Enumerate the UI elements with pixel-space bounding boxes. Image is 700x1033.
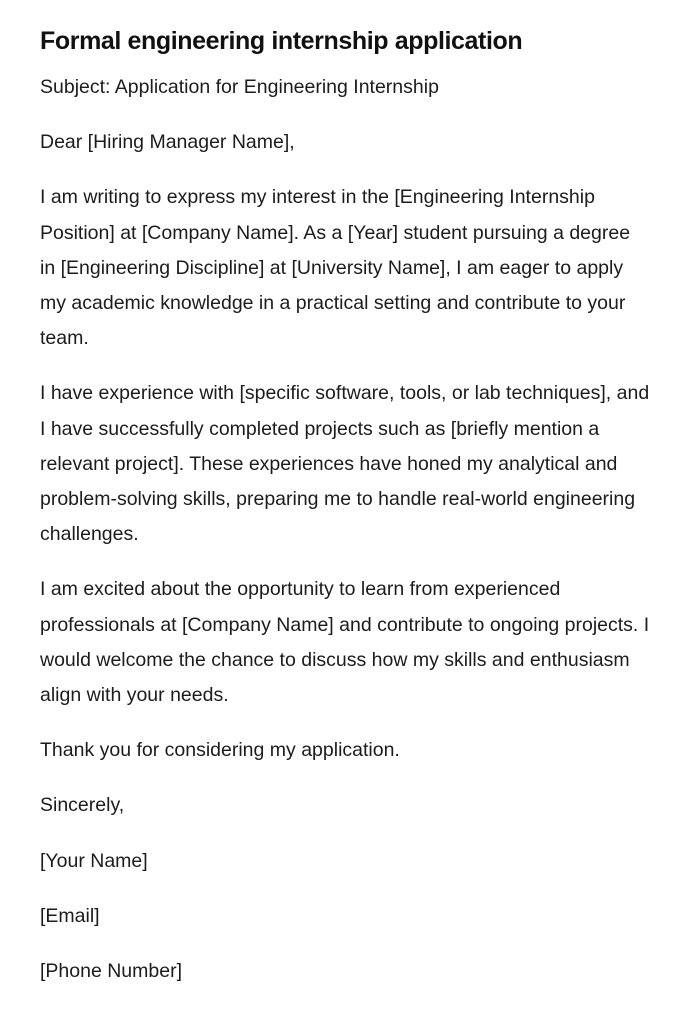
signature-email: [Email] — [40, 904, 100, 927]
salutation: Dear [Hiring Manager Name], — [40, 131, 295, 154]
signature-phone: [Phone Number] — [40, 960, 182, 983]
body-paragraph-closing: I am excited about the opportunity to learn from experienced professionals at [Company Name] and contribute to ongoing projects. I would welcome the chance to discuss how my skills and enthusiasm align with your needs. — [40, 578, 650, 707]
letter-document — [40, 24, 650, 989]
subject-line: Subject: Application for Engineering Internship — [40, 76, 439, 98]
thank-you-line: Thank you for considering my application. — [40, 739, 400, 762]
body-paragraph-intro: I am writing to express my interest in the [Engineering Internship Position] at [Company Name]. As a [Year] student pursuing a degree in [Engineering Discipline] at [University Name], I am eager to apply my academic knowledge in a practical setting and contribute to your team. — [40, 186, 631, 350]
signature-name: [Your Name] — [40, 849, 148, 872]
body-paragraph-experience: I have experience with [specific software, tools, or lab techniques], and I have successfully completed projects such as [briefly mention a relevant project]. These experiences have honed my analytical and problem-solving skills, preparing me to handle real-world engineering challenges. — [40, 382, 650, 546]
closing-line: Sincerely, — [40, 794, 125, 817]
document-title: Formal engineering internship application — [40, 27, 523, 55]
